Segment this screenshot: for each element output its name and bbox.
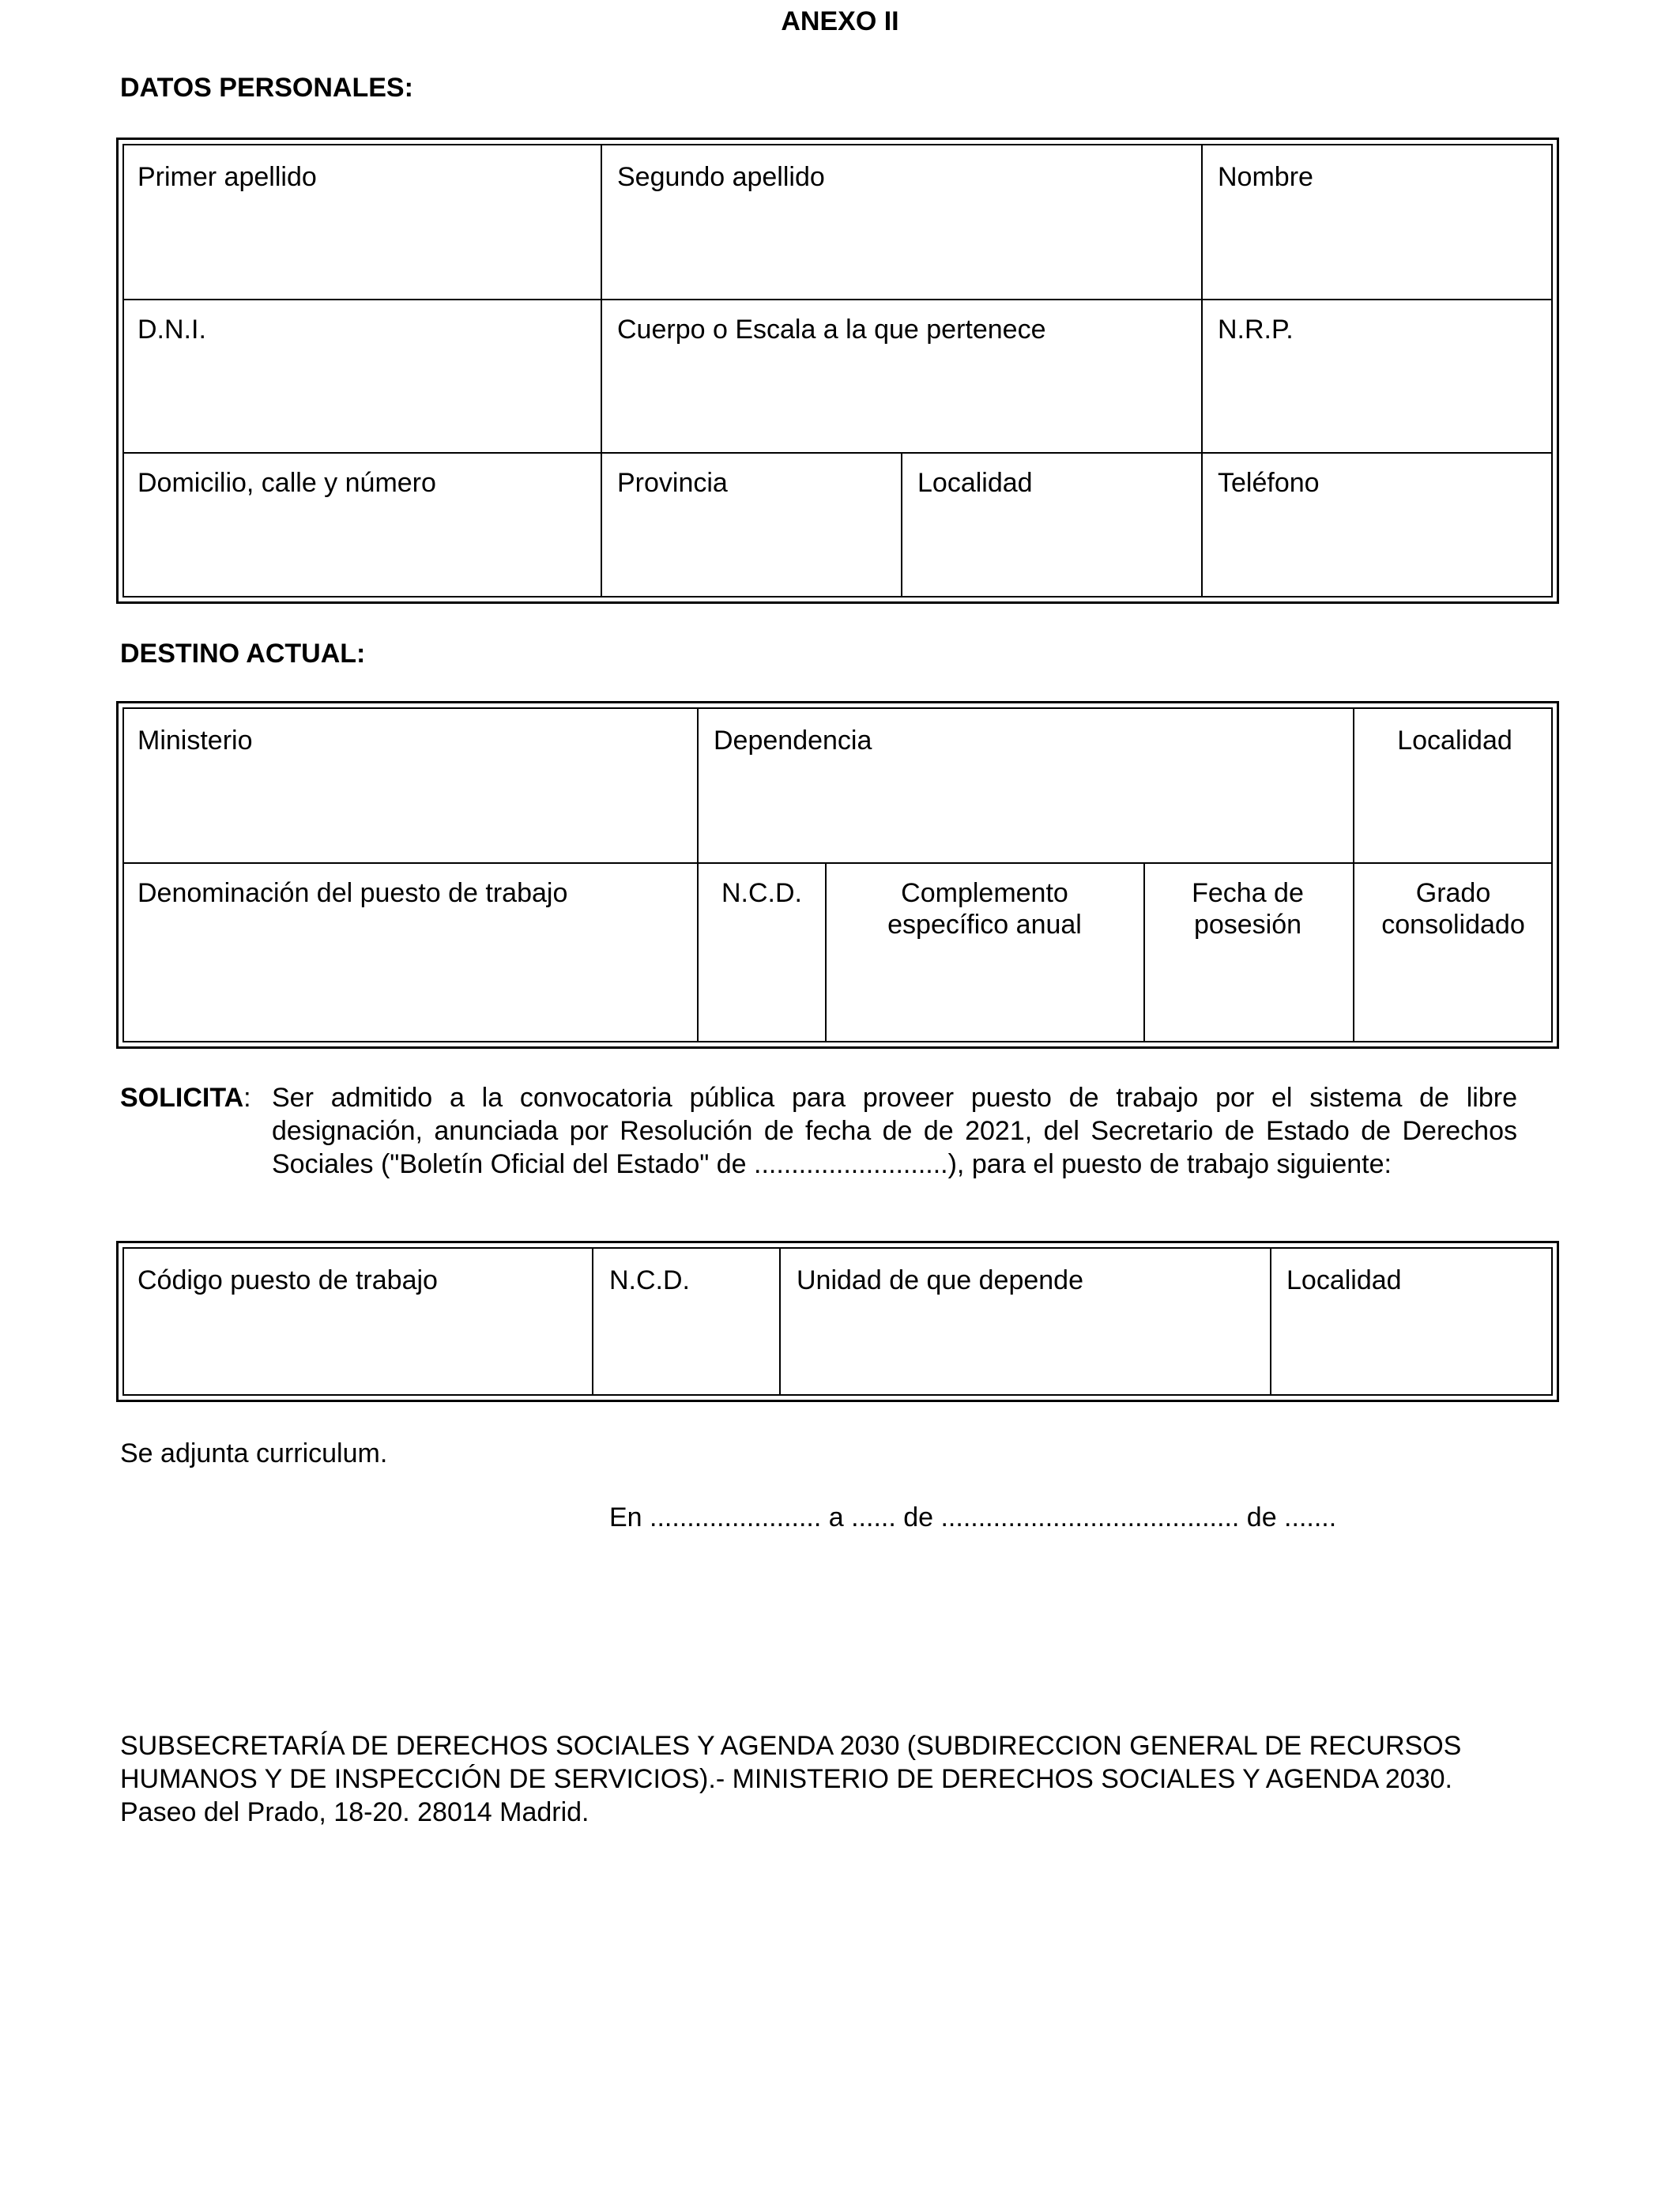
- column-divider: [779, 1249, 781, 1394]
- column-divider: [825, 862, 827, 1041]
- unidad-depende-field[interactable]: Unidad de que depende: [797, 1265, 1083, 1295]
- solicita-colon: :: [243, 1083, 251, 1113]
- solicita-text: Ser admitido a la convocatoria pública para proveer puesto de trabajo por el sistema de libre designación, anunciada por Resolución de fecha de de 2021, del Secretario de Estado de Derechos Sociales ("Boletín Oficial del Estado" de ..........................), para el puesto de trabajo siguiente:: [272, 1083, 1517, 1179]
- datos-personales-heading: DATOS PERSONALES:: [120, 73, 413, 103]
- adjunta-curriculum: Se adjunta curriculum.: [120, 1438, 388, 1468]
- destino-actual-heading: DESTINO ACTUAL:: [120, 639, 366, 669]
- column-divider: [1201, 145, 1203, 596]
- column-divider: [1270, 1249, 1271, 1394]
- primer-apellido-field[interactable]: Primer apellido: [137, 162, 317, 192]
- nrp-field[interactable]: N.R.P.: [1218, 315, 1294, 345]
- row-divider: [124, 452, 1551, 454]
- solicita-word: SOLICITA: [120, 1083, 244, 1113]
- column-divider: [592, 1249, 593, 1394]
- ncd-destino-field[interactable]: N.C.D.: [721, 878, 802, 908]
- datos-personales-table: [116, 138, 1559, 604]
- grado-consolidado-field[interactable]: Grado consolidado: [1381, 878, 1525, 940]
- destino-actual-table: [116, 701, 1559, 1049]
- nombre-field[interactable]: Nombre: [1218, 162, 1313, 192]
- denominacion-puesto-field[interactable]: Denominación del puesto de trabajo: [137, 878, 568, 908]
- dependencia-field[interactable]: Dependencia: [714, 726, 872, 756]
- complemento-especifico-field[interactable]: Complemento específico anual: [887, 878, 1082, 940]
- solicita-label: [120, 1081, 251, 1114]
- dni-field[interactable]: D.N.I.: [137, 315, 206, 345]
- ministerio-field[interactable]: Ministerio: [137, 726, 253, 756]
- puesto-solicitado-table: [116, 1241, 1559, 1402]
- fecha-lugar-line[interactable]: En ....................... a ...... de ........................................ de .......: [609, 1502, 1337, 1532]
- column-divider: [1353, 709, 1354, 1041]
- column-divider: [901, 452, 902, 596]
- fecha-posesion-field[interactable]: Fecha de posesión: [1192, 878, 1304, 940]
- localidad-destino-field[interactable]: Localidad: [1397, 726, 1512, 756]
- telefono-field[interactable]: Teléfono: [1218, 468, 1320, 498]
- localidad-solicitado-field[interactable]: Localidad: [1286, 1265, 1402, 1295]
- page-title: ANEXO II: [781, 6, 899, 36]
- column-divider: [1143, 862, 1145, 1041]
- row-divider: [124, 862, 1551, 864]
- provincia-field[interactable]: Provincia: [617, 468, 728, 498]
- localidad-field[interactable]: Localidad: [917, 468, 1033, 498]
- column-divider: [601, 145, 602, 596]
- row-divider: [124, 299, 1551, 300]
- domicilio-field[interactable]: Domicilio, calle y número: [137, 468, 436, 498]
- codigo-puesto-field[interactable]: Código puesto de trabajo: [137, 1265, 438, 1295]
- cuerpo-escala-field[interactable]: Cuerpo o Escala a la que pertenece: [617, 315, 1046, 345]
- footer-address: SUBSECRETARÍA DE DERECHOS SOCIALES Y AGENDA 2030 (SUBDIRECCION GENERAL DE RECURSOS HUMANOS Y DE INSPECCIÓN DE SERVICIOS).- MINISTERIO DE DERECHOS SOCIALES Y AGENDA 2030. Paseo del Prado, 18-20. 28014 Madrid.: [120, 1731, 1462, 1827]
- ncd-solicitado-field[interactable]: N.C.D.: [609, 1265, 690, 1295]
- segundo-apellido-field[interactable]: Segundo apellido: [617, 162, 825, 192]
- column-divider: [697, 709, 699, 1041]
